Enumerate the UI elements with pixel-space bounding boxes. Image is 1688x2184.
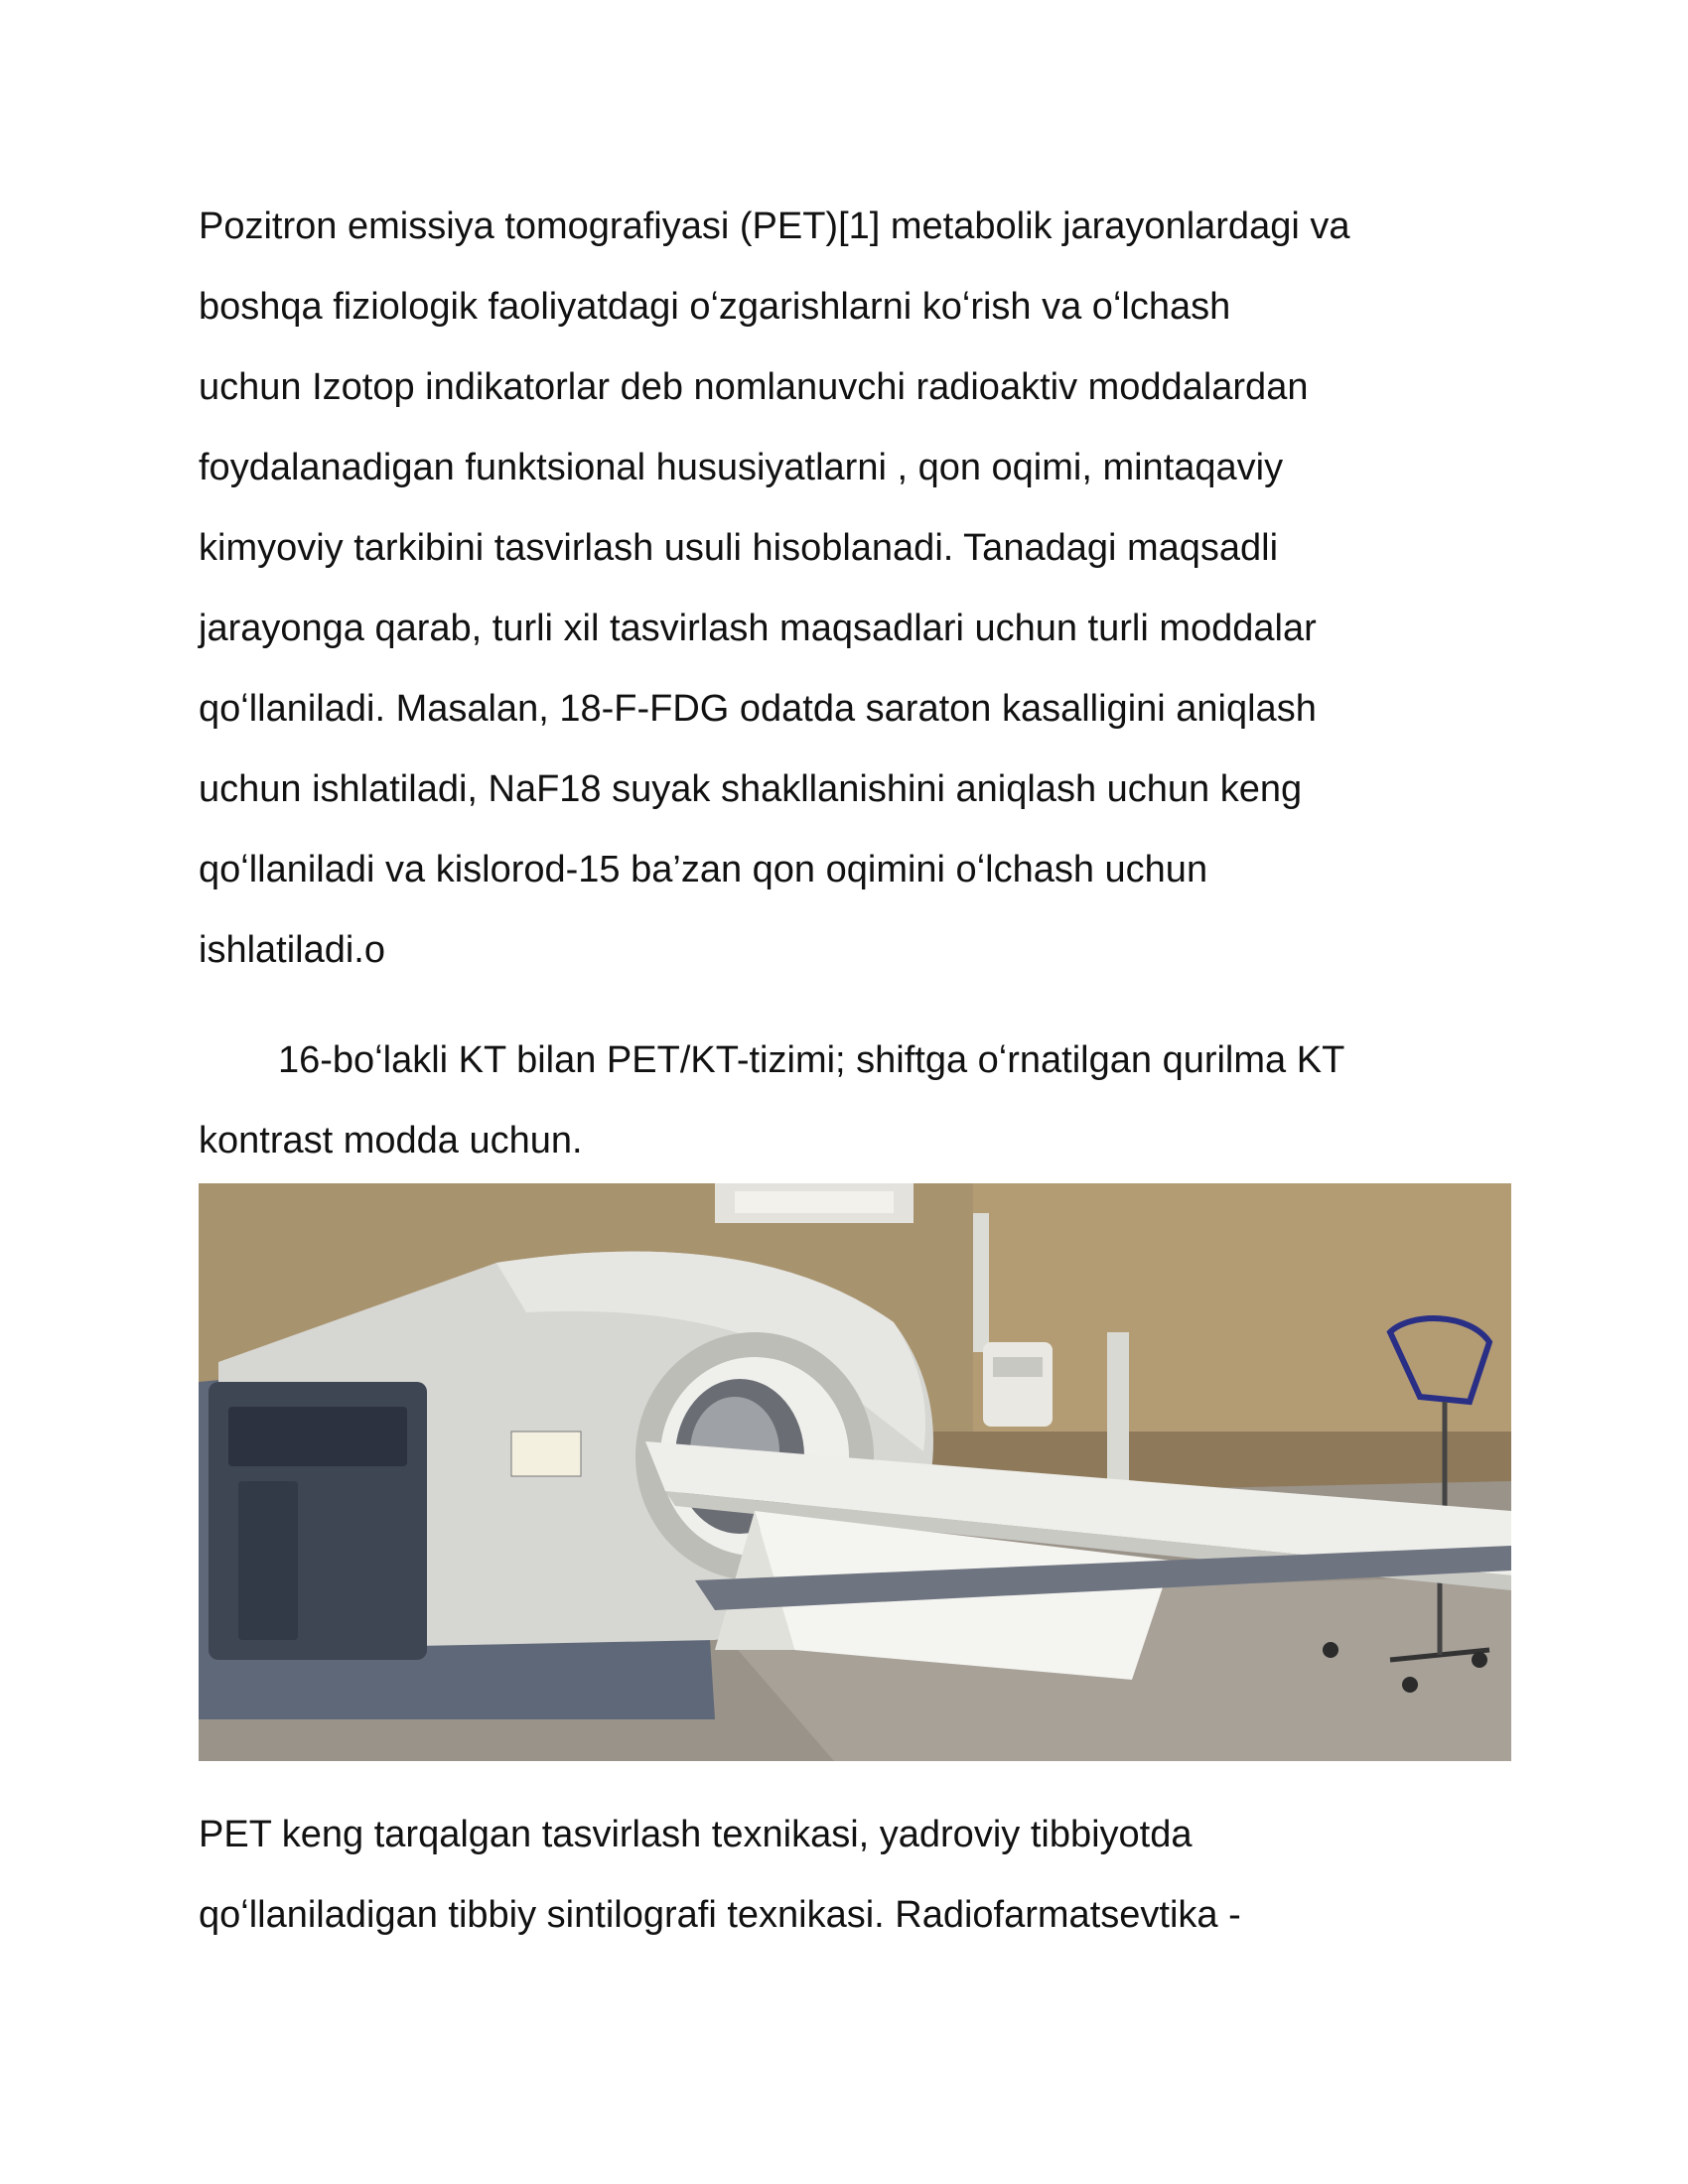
paragraph-pet-technique xyxy=(199,1795,1509,1956)
text-line: boshqa fiziologik faoliyatdagi oʻzgarishlarni koʻrish va oʻlchash xyxy=(199,286,1231,328)
text-line: qoʻllaniladigan tibbiy sintilografi texnikasi. Radiofarmatsevtika - xyxy=(199,1894,1241,1936)
text-line: Pozitron emissiya tomografiyasi (PET)[1] metabolik jarayonlardagi va xyxy=(199,205,1350,247)
pet-ct-scanner-photo xyxy=(199,1183,1511,1761)
text-line: PET keng tarqalgan tasvirlash texnikasi, yadroviy tibbiyotda xyxy=(199,1814,1193,1855)
text-line: uchun Izotop indikatorlar deb nomlanuvchi radioaktiv moddalardan xyxy=(199,366,1309,408)
text-line: qoʻllaniladi. Masalan, 18-F-FDG odatda saraton kasalligini aniqlash xyxy=(199,688,1317,730)
paragraph-caption xyxy=(199,1021,1509,1181)
text-line: uchun ishlatiladi, NaF18 suyak shakllanishini aniqlash uchun keng xyxy=(199,768,1303,810)
paragraph-pet-intro xyxy=(199,187,1509,991)
text-line: ishlatiladi.o xyxy=(199,929,385,971)
text-line: foydalanadigan funktsional hususiyatlarni , qon oqimi, mintaqaviy xyxy=(199,447,1284,488)
text-line: 16-boʻlakli KT bilan PET/KT-tizimi; shiftga oʻrnatilgan qurilma KT xyxy=(278,1039,1345,1081)
text-line: kimyoviy tarkibini tasvirlash usuli hisoblanadi. Tanadagi maqsadli xyxy=(199,527,1279,569)
text-line: jarayonga qarab, turli xil tasvirlash maqsadlari uchun turli moddalar xyxy=(199,608,1317,649)
text-line: kontrast modda uchun. xyxy=(199,1120,583,1161)
text-line: qoʻllaniladi va kislorod-15 ba’zan qon oqimini oʻlchash uchun xyxy=(199,849,1208,890)
